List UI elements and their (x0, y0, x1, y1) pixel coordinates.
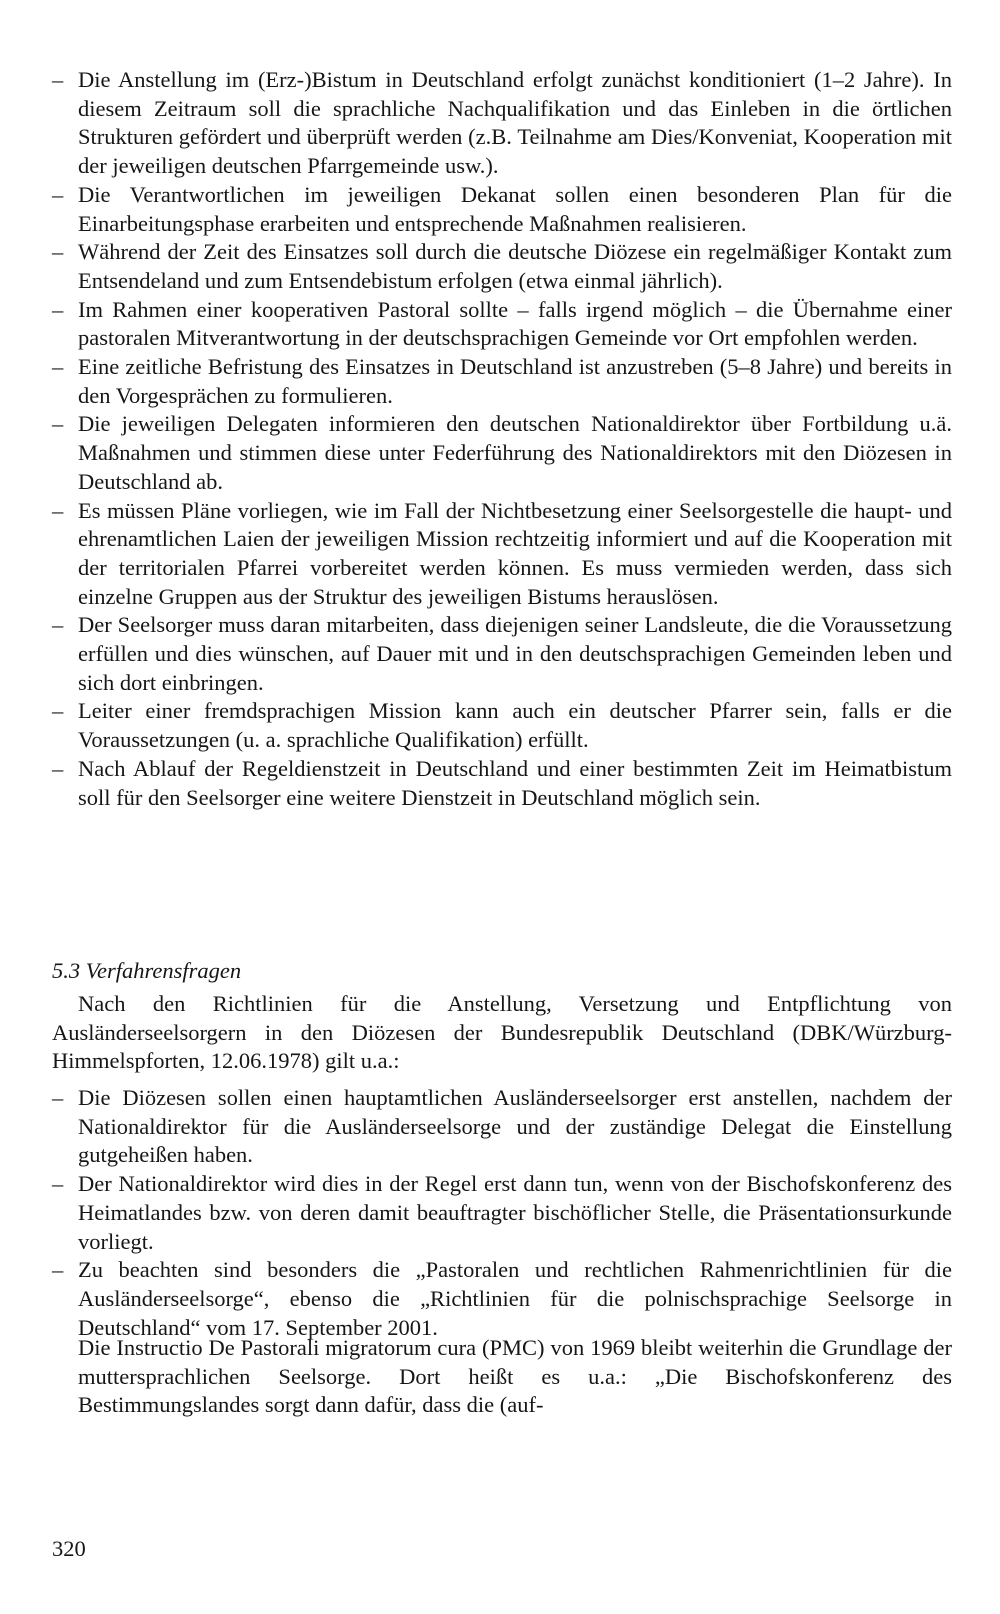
list-item: – Der Seelsorger muss daran mitarbeiten, dass diejenigen seiner Landsleute, die die Voraussetzung erfüllen und dies wünschen, auf Dauer mit und in den deutschsprachigen Gemeinden leben und sich dort einbringen. (52, 611, 952, 697)
requirements-list (52, 66, 952, 812)
intro-paragraph: Nach den Richtlinien für die Anstellung, Versetzung und Entpflichtung von Ausländerseelsorgern in den Diözesen der Bundesrepublik Deutschland (DBK/Würzburg-Himmelspforten, 12.06.1978) gilt u.a.: (52, 991, 952, 1074)
list-item: – Nach Ablauf der Regeldienstzeit in Deutschland und einer bestimmten Zeit im Heimatbistum soll für den Seelsorger eine weitere Dienstzeit in Deutschland möglich sein. (52, 755, 952, 812)
section-heading: 5.3 Verfahrensfragen (52, 958, 242, 983)
procedure-list (52, 1084, 952, 1342)
page-number: 320 (52, 1536, 86, 1561)
list-item: – Leiter einer fremdsprachigen Mission kann auch ein deutscher Pfarrer sein, falls er die Voraussetzungen (u. a. sprachliche Qualifikation) erfüllt. (52, 697, 952, 754)
list-item: – Die jeweiligen Delegaten informieren den deutschen Nationaldirektor über Fortbildung u.ä. Maßnahmen und stimmen diese unter Federführung des Nationaldirektors mit den Diözesen in Deutschland ab. (52, 410, 952, 496)
list-item: – Der Nationaldirektor wird dies in der Regel erst dann tun, wenn von der Bischofskonferenz des Heimatlandes bzw. von deren damit beauftragter bischöflicher Stelle, die Präsentationsurkunde vorliegt. (52, 1170, 952, 1256)
closing-paragraph: Die Instructio De Pastorali migratorum cura (PMC) von 1969 bleibt weiterhin die Grundlage der muttersprachlichen Seelsorge. Dort heißt es u.a.: „Die Bischofskonferenz des Bestimmungslandes sorgt dann dafür, dass die (auf- (78, 1335, 952, 1418)
list-item: – Eine zeitliche Befristung des Einsatzes in Deutschland ist anzustreben (5–8 Jahre) und bereits in den Vorgesprächen zu formulieren. (52, 353, 952, 410)
list-item: – Im Rahmen einer kooperativen Pastoral sollte – falls irgend möglich – die Übernahme einer pastoralen Mitverantwortung in der deutschsprachigen Gemeinde vor Ort empfohlen werden. (52, 296, 952, 353)
list-item: – Die Anstellung im (Erz-)Bistum in Deutschland erfolgt zunächst konditioniert (1–2 Jahre). In diesem Zeitraum soll die sprachliche Nachqualifikation und das Einleben in die örtlichen Strukturen gefördert und überprüft werden (z.B. Teilnahme am Dies/Konveniat, Kooperation mit der jeweiligen deutschen Pfarrgemeinde usw.). (52, 66, 952, 181)
list-item: – Es müssen Pläne vorliegen, wie im Fall der Nichtbesetzung einer Seelsorgestelle die haupt- und ehrenamtlichen Laien der jeweiligen Mission rechtzeitig informiert und auf die Kooperation mit der territorialen Pfarrei vorbereitet werden können. Es muss vermieden werden, dass sich einzelne Gruppen aus der Struktur des jeweiligen Bistums herauslösen. (52, 497, 952, 612)
list-item: – Während der Zeit des Einsatzes soll durch die deutsche Diözese ein regelmäßiger Kontakt zum Entsendeland und zum Entsendebistum erfolgen (etwa einmal jährlich). (52, 238, 952, 295)
list-item: – Die Verantwortlichen im jeweiligen Dekanat sollen einen besonderen Plan für die Einarbeitungsphase erarbeiten und entsprechende Maßnahmen realisieren. (52, 181, 952, 238)
list-item: – Zu beachten sind besonders die „Pastoralen und rechtlichen Rahmenrichtlinien für die Ausländerseelsorge“, ebenso die „Richtlinien für die polnischsprachige Seelsorge in Deutschland“ vom 17. September 2001. (52, 1256, 952, 1342)
list-item: – Die Diözesen sollen einen hauptamtlichen Ausländerseelsorger erst anstellen, nachdem der Nationaldirektor für die Ausländerseelsorge und der zuständige Delegat die Einstellung gutgeheißen haben. (52, 1084, 952, 1170)
